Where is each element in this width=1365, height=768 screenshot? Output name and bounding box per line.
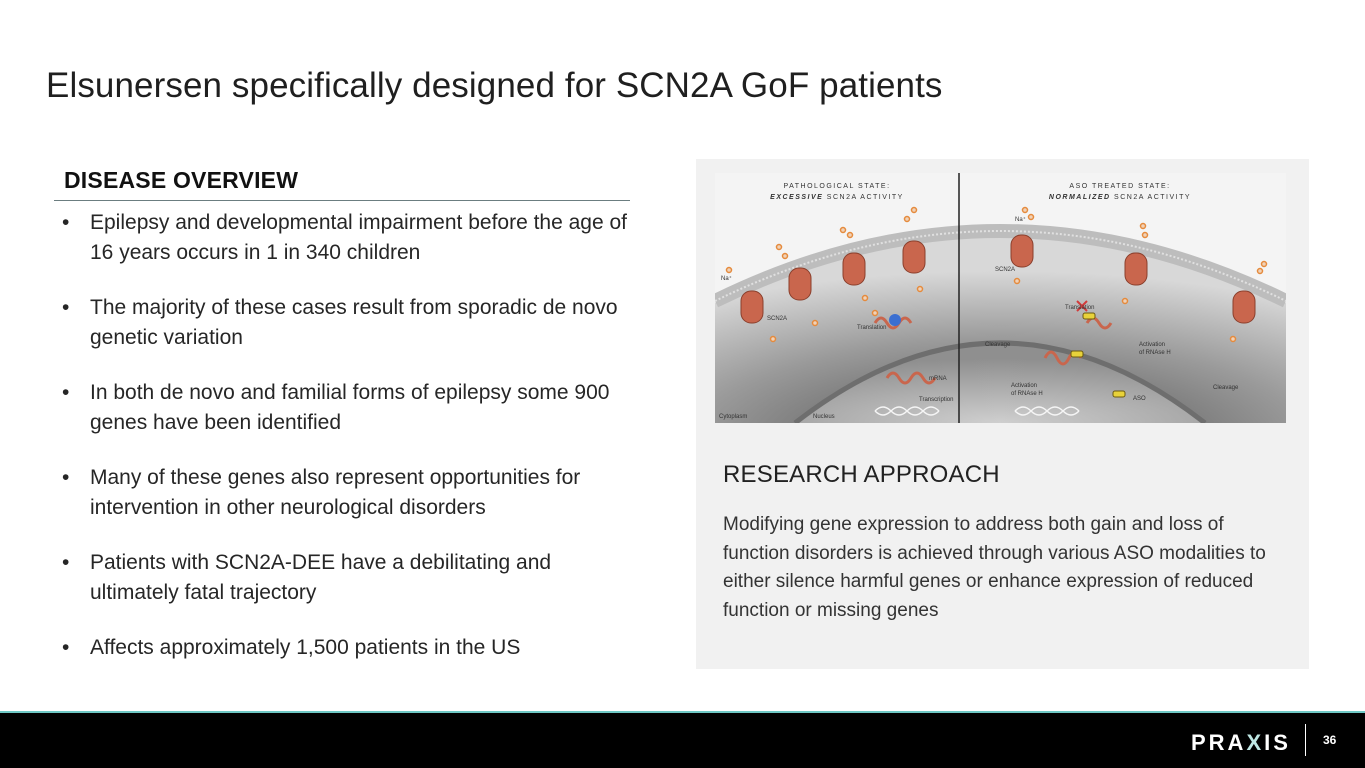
bullet-icon: • xyxy=(62,381,70,404)
praxis-logo: PRAXIS xyxy=(1191,730,1291,755)
activation-label: Activation xyxy=(1139,342,1166,348)
list-item xyxy=(62,463,632,523)
right-header-line2: NORMALIZED SCN2A ACTIVITY xyxy=(1048,194,1192,201)
disease-overview-heading: DISEASE OVERVIEW xyxy=(64,167,299,193)
slide-title: Elsunersen specifically designed for SCN2A GoF patients xyxy=(46,66,943,105)
bullet-icon: • xyxy=(62,551,70,574)
research-panel xyxy=(696,159,1309,669)
bullet-icon: • xyxy=(62,211,70,234)
transcription-label: Transcription xyxy=(919,397,954,403)
list-item xyxy=(62,208,632,268)
mrna-label: mRNA xyxy=(929,376,947,382)
footer-bar xyxy=(0,711,1365,768)
aso-label: ASO xyxy=(1133,396,1146,402)
ribosome-icon xyxy=(889,314,901,326)
mechanism-illustration xyxy=(715,173,1286,423)
list-item xyxy=(62,633,632,663)
bullet-text: Many of these genes also represent opportunities for intervention in other neurological disorders xyxy=(90,466,581,519)
bullet-text: Affects approximately 1,500 patients in the US xyxy=(90,636,521,659)
activation-label: Activation xyxy=(1011,383,1038,389)
bullet-text: In both de novo and familial forms of epilepsy some 900 genes have been identified xyxy=(90,381,610,434)
right-header-line1: ASO TREATED STATE: xyxy=(1069,183,1171,190)
heading-divider xyxy=(54,200,630,201)
translation-blocked-label: Translation xyxy=(1065,305,1095,311)
list-item xyxy=(62,378,632,438)
na-label: Na⁺ xyxy=(721,276,732,282)
bullet-icon: • xyxy=(62,296,70,319)
na-label: Na⁺ xyxy=(1015,217,1026,223)
bullet-icon: • xyxy=(62,636,70,659)
bullet-text: Epilepsy and developmental impairment before the age of 16 years occurs in 1 in 340 children xyxy=(90,211,627,264)
bullet-text: The majority of these cases result from sporadic de novo genetic variation xyxy=(90,296,618,349)
left-header-line1: PATHOLOGICAL STATE: xyxy=(783,183,891,190)
research-approach-heading: RESEARCH APPROACH xyxy=(723,461,1000,488)
activation-label: of RNAse H xyxy=(1011,391,1043,397)
translation-label: Translation xyxy=(857,325,887,331)
cleavage-label: Cleavage xyxy=(985,342,1011,348)
page-number: 36 xyxy=(1323,733,1337,747)
logo-divider xyxy=(1305,724,1306,756)
scn2a-label: SCN2A xyxy=(767,316,788,322)
disease-overview-list xyxy=(62,208,632,688)
list-item xyxy=(62,548,632,608)
scn2a-label: SCN2A xyxy=(995,267,1016,273)
bullet-text: Patients with SCN2A-DEE have a debilitating and ultimately fatal trajectory xyxy=(90,551,552,604)
cleavage-label: Cleavage xyxy=(1213,385,1239,391)
mechanism-diagram xyxy=(715,173,1286,423)
cytoplasm-label: Cytoplasm xyxy=(719,414,748,420)
nucleus-label: Nucleus xyxy=(813,414,835,420)
bullet-icon: • xyxy=(62,466,70,489)
activation-label: of RNAse H xyxy=(1139,350,1171,356)
research-approach-text: Modifying gene expression to address both gain and loss of function disorders is achieved through various ASO modalities to either silence harmful genes or enhance expression of reduced function or missing genes xyxy=(723,514,1266,621)
left-header-line2: EXCESSIVE SCN2A ACTIVITY xyxy=(770,194,904,201)
list-item xyxy=(62,293,632,353)
